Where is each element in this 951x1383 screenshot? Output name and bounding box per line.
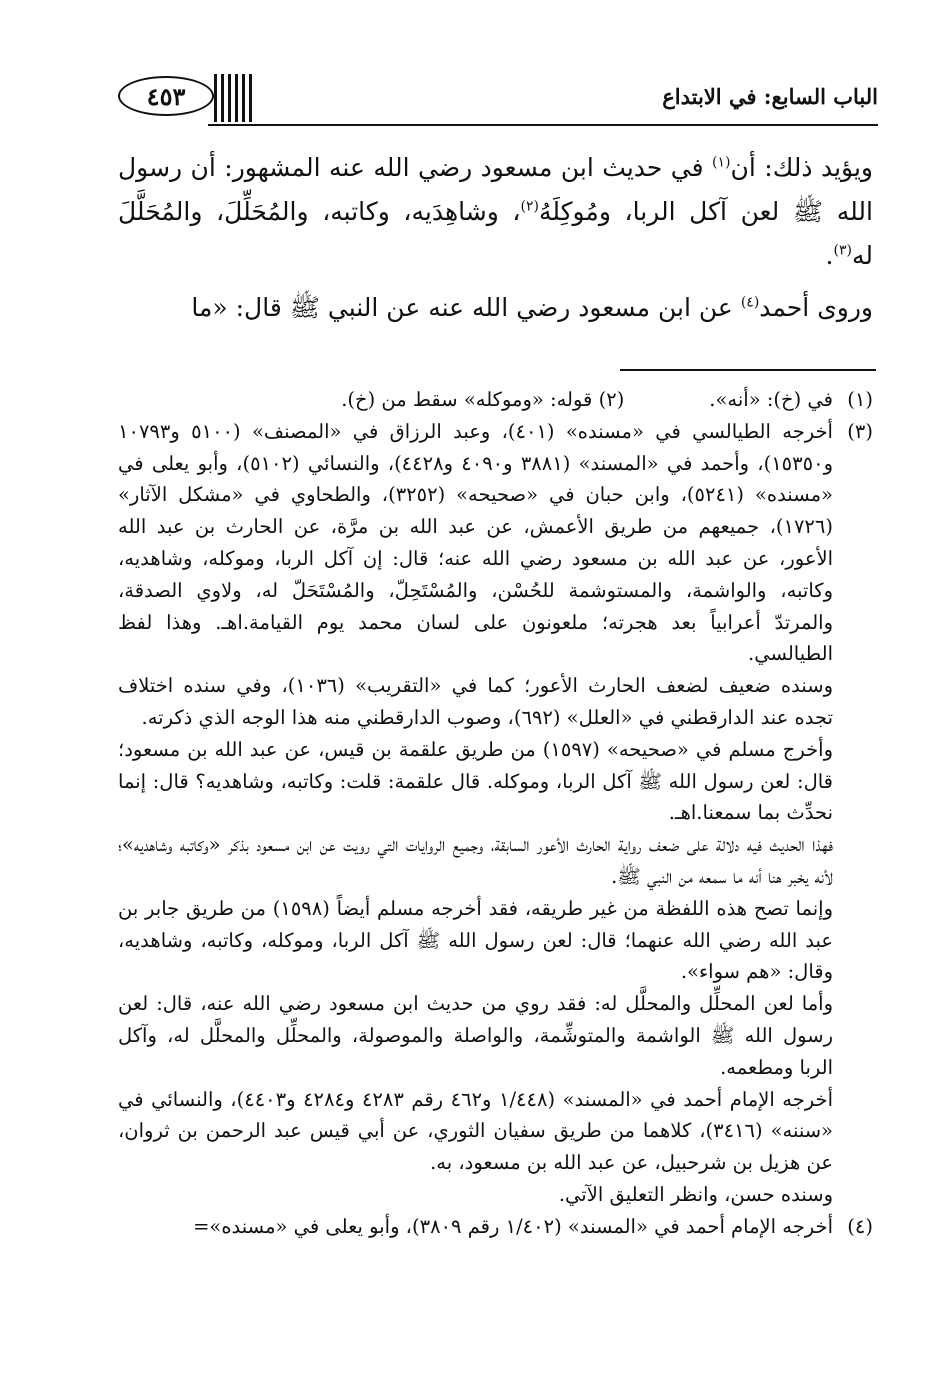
footnote-1-2: (١) في (خ): «أنه». (٢) قوله: «وموكله» سقط من (خ). (118, 384, 873, 416)
footnote-ref-3: (٣) (833, 242, 852, 259)
footnote-2-num: (٢) (598, 388, 625, 411)
main-paragraph-1: ويؤيد ذلك: أن$^{(١)}$ في حديث ابن مسعود رضي الله عنه المشهور: أن رسول الله ﷺ لعن آكل الربا، ومُوكِلَهُ$^{(٢)}$، وشاهِدَيه، وكاتبه، والمُحَلِّلَ، والمُحَلَّلَ له$^{(٣)}$. (118, 153, 873, 270)
header-ornament (214, 74, 254, 122)
footnote-3-para-7: أخرجه الإمام أحمد في «المسند» (١/٤٤٨ و٤٦٢ رقم ٤٢٨٣ و٤٢٨٤ و٤٤٠٣)، والنسائي في «سننه» (٣٤١٦)، كلاهما من طريق سفيان الثوري، عن أبي قيس عبد الرحمن بن ثروان، عن هزيل بن شرحبيل، عن عبد الله بن مسعود، به. (118, 1087, 834, 1175)
footnotes (118, 384, 873, 1243)
footnote-ref-1: (١) (712, 154, 731, 171)
header-rule (208, 124, 878, 126)
footnote-1-text: في (خ): «أنه». (709, 388, 833, 411)
footnote-3-para-5: وإنما تصح هذه اللفظة من غير طريقه، فقد أخرجه مسلم أيضاً (١٥٩٨) من طريق جابر بن عبد الله رضي الله عنهما؛ قال: لعن رسول الله ﷺ آكل الربا، وموكله، وكاتبه، وشاهديه، وقال: «هم سواء». (118, 896, 833, 984)
footnote-ref-2: (٢) (520, 198, 539, 215)
footnote-ref-4: (٤) (740, 294, 760, 311)
footnote-4: (٤) أخرجه الإمام أحمد في «المسند» (١/٤٠٢ رقم ٣٨٠٩)، وأبو يعلى في «مسنده»= (193, 1214, 873, 1238)
footnote-3-para-8: وسنده حسن، وانظر التعليق الآتي. (558, 1182, 833, 1206)
page-number: ٤٥٣ (118, 76, 214, 116)
footnote-3-para-6: وأما لعن المحلِّل والمحلَّل له: فقد روي من حديث ابن مسعود رضي الله عنه، قال: لعن رسول الله ﷺ الواشمة والمتوشِّمة، والواصلة والموصولة، والمحلِّل والمحلَّل له، وآكل الربا ومطعمه. (118, 992, 833, 1079)
footnote-2-text: قوله: «وموكله» سقط من (خ). (341, 388, 593, 411)
footnote-3-para-2: وسنده ضعيف لضعف الحارث الأعور؛ كما في «التقريب» (١٠٣٦)، وفي سنده اختلاف تجده عند الدارقطني في «العلل» (٦٩٢)، وصوب الدارقطني منه هذا الوجه الذي ذكرته. (118, 674, 833, 729)
main-text (118, 146, 873, 338)
page-header (118, 70, 878, 128)
footnote-separator (620, 369, 876, 371)
footnote-3-para-4: فهذا الحديث فيه دلالة على ضعف رواية الحارث الأعور السابقة، وجميع الروايات التي رويت عن ابن مسعود بذكر «وكاتبه وشاهديه»؛ لأنه يخبر هنا أنه ما سمعه من النبي ﷺ. (118, 833, 833, 888)
footnote-3: (٣) أخرجه الطيالسي في «مسنده» (٤٠١)، وعبد الرزاق في «المصنف» (٥١٠٠ و١٠٧٩٣ و١٥٣٥٠)، وأحمد في «المسند» (٣٨٨١ و٤٠٩٠ و٤٤٢٨)، والنسائي (٥١٠٢)، وأبو يعلى في «مسنده» (٥٢٤١)، وابن حبان في «صحيحه» (٣٢٥٢)، والطحاوي في «مشكل الآثار» (١٧٢٦)، جميعهم من طريق الأعمش، عن عبد الله بن مرَّة، عن الحارث بن عبد الله الأعور، عن عبد الله بن مسعود رضي الله عنه؛ قال: إن آكل الربا، وموكله، وشاهديه، وكاتبه، والواشمة، والمستوشمة للحُسْن، والمُسْتَحِلّ، والمُسْتَحَلّ له، ولاوي الصدقة، والمرتدّ أعرابياً بعد هجرته؛ ملعونون على لسان محمد يوم القيامة.اهـ. وهذا لفظ الطيالسي. (118, 419, 873, 666)
main-paragraph-2: وروى أحمد$^{(٤)}$ عن ابن مسعود رضي الله عنه عن النبي ﷺ قال: «ما (191, 293, 873, 322)
footnote-3-para-3: وأخرج مسلم في «صحيحه» (١٥٩٧) من طريق علقمة بن قيس، عن عبد الله بن مسعود؛ قال: لعن رسول الله ﷺ آكل الربا، وموكله. قال علقمة: قلت: وكاتبه، وشاهديه؟ قال: إنما نحدِّث بما سمعنا.اهـ. (118, 737, 833, 825)
chapter-title: الباب السابع: في الابتداع (662, 84, 878, 109)
